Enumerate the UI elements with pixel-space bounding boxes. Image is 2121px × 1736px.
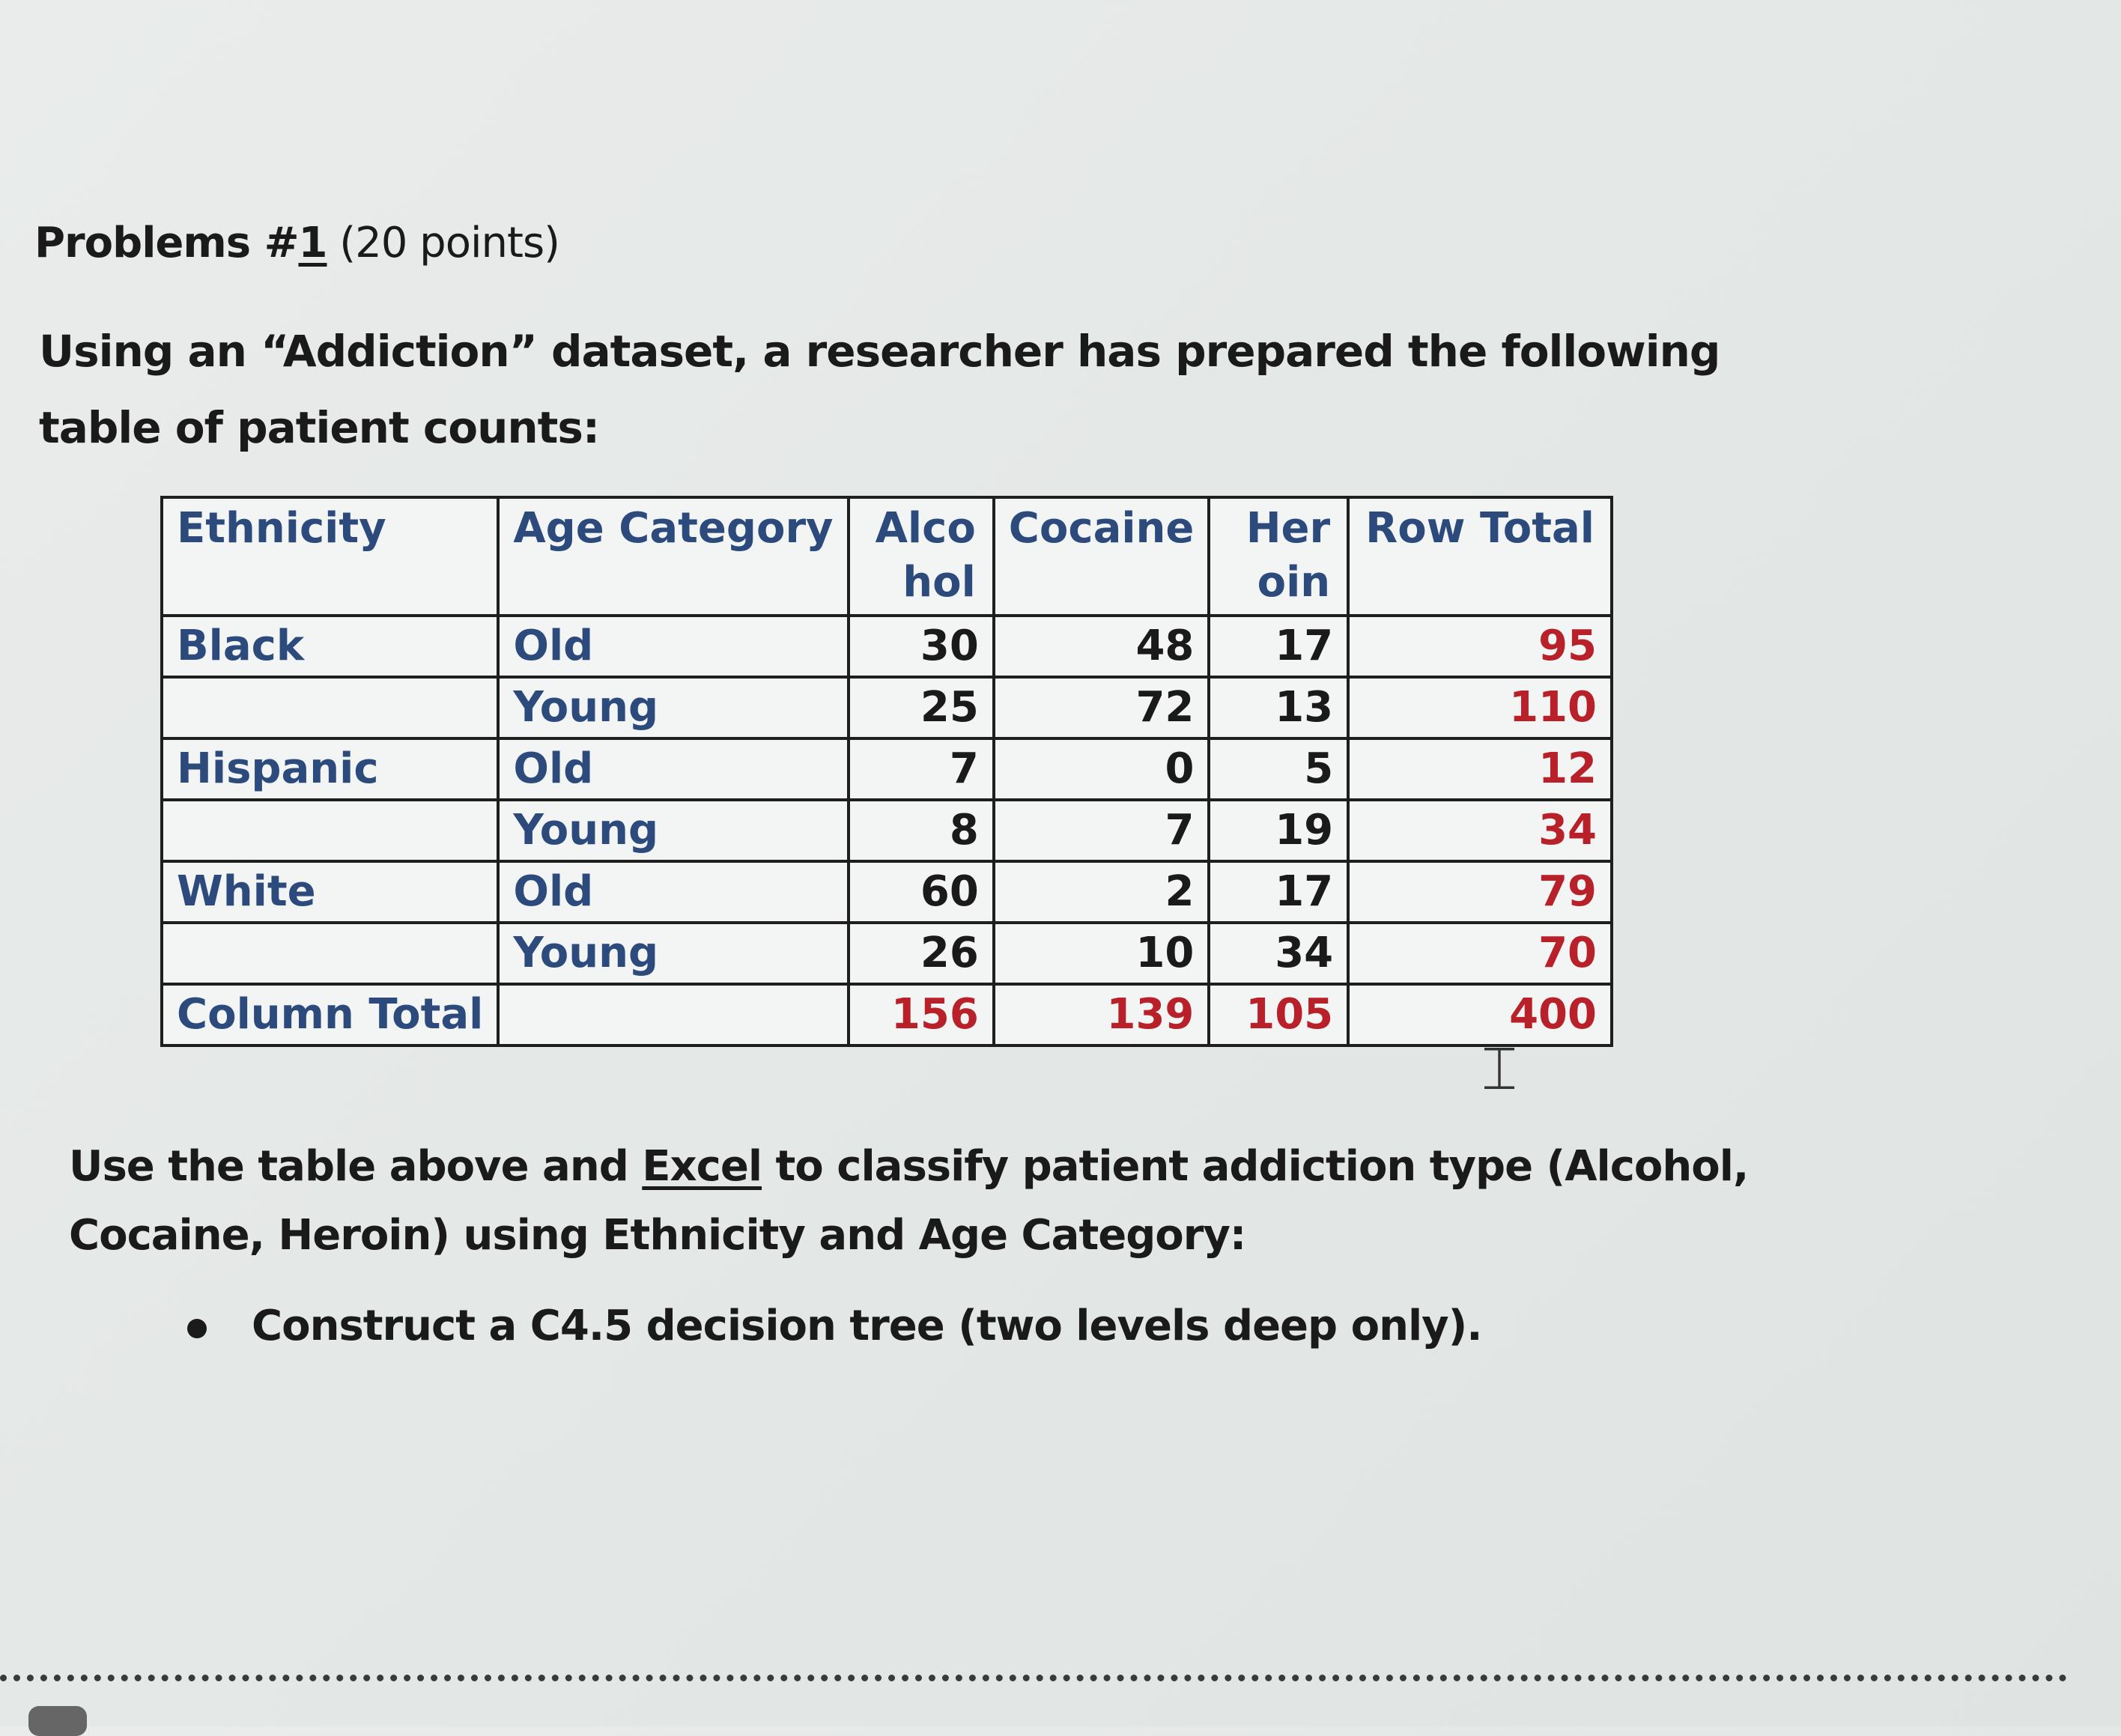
dotted-divider: [0, 1675, 2067, 1681]
table-row: [162, 738, 1612, 800]
column-total-grand: 400: [1348, 984, 1612, 1045]
cell-row-total: 12: [1348, 738, 1612, 800]
cell-alcohol: 7: [849, 738, 994, 800]
column-total-heroin: 105: [1209, 984, 1348, 1045]
cell-alcohol: 8: [849, 800, 994, 861]
cell-age: Old: [498, 616, 848, 677]
intro-text: Using an “Addiction” dataset, a researcher has prepared the following table of patient counts:: [39, 326, 1720, 453]
column-total-label: Column Total: [162, 984, 498, 1045]
header-cocaine: Cocaine: [994, 497, 1210, 616]
cell-age: Young: [498, 800, 848, 861]
table-row: [162, 677, 1612, 738]
column-total-alcohol: 156: [849, 984, 994, 1045]
cell-ethnicity: White: [162, 861, 498, 923]
cell-ethnicity: [162, 677, 498, 738]
cell-alcohol: 26: [849, 923, 994, 984]
cell-alcohol: 25: [849, 677, 994, 738]
cell-cocaine: 10: [994, 923, 1210, 984]
text-cursor-icon: ⌶: [1481, 1034, 1517, 1103]
cell-ethnicity: [162, 923, 498, 984]
patient-counts-table: [160, 496, 1613, 1047]
scroll-handle[interactable]: [28, 1706, 87, 1736]
problem-points: (20 points): [327, 219, 560, 267]
cell-ethnicity: Hispanic: [162, 738, 498, 800]
table-header-row: [162, 497, 1612, 616]
cell-heroin: 13: [1209, 677, 1348, 738]
cell-alcohol: 60: [849, 861, 994, 923]
instruction-part-2: to classify patient addiction type (Alcohol, Cocaine, Heroin) using Ethnicity and Age Category:: [69, 1142, 1749, 1260]
cell-row-total: 70: [1348, 923, 1612, 984]
bullet-item: [187, 1302, 1482, 1350]
cell-cocaine: 0: [994, 738, 1210, 800]
cell-row-total: 79: [1348, 861, 1612, 923]
cell-row-total: 34: [1348, 800, 1612, 861]
instruction-text: [69, 1132, 1941, 1270]
column-total-row: [162, 984, 1612, 1045]
cell-age: Old: [498, 738, 848, 800]
problem-label: Problems #: [34, 219, 299, 267]
cell-cocaine: 2: [994, 861, 1210, 923]
problem-title: [34, 219, 559, 267]
cell-row-total: 110: [1348, 677, 1612, 738]
cell-heroin: 17: [1209, 861, 1348, 923]
problem-number: 1: [298, 219, 327, 267]
column-total-age: [498, 984, 848, 1045]
cell-age: Old: [498, 861, 848, 923]
bullet-text: Construct a C4.5 decision tree (two levels deep only).: [252, 1302, 1482, 1350]
cell-row-total: 95: [1348, 616, 1612, 677]
table-row: [162, 616, 1612, 677]
table-row: [162, 861, 1612, 923]
bullet-dot-icon: [187, 1319, 207, 1338]
cell-cocaine: 72: [994, 677, 1210, 738]
excel-link: Excel: [642, 1142, 762, 1191]
cell-age: Young: [498, 677, 848, 738]
table-row: [162, 923, 1612, 984]
column-total-cocaine: 139: [994, 984, 1210, 1045]
cell-heroin: 17: [1209, 616, 1348, 677]
cell-age: Young: [498, 923, 848, 984]
header-ethnicity: Ethnicity: [162, 497, 498, 616]
cell-heroin: 34: [1209, 923, 1348, 984]
instruction-part-1: Use the table above and: [69, 1142, 643, 1191]
cell-ethnicity: [162, 800, 498, 861]
header-row-total: Row Total: [1348, 497, 1612, 616]
cell-alcohol: 30: [849, 616, 994, 677]
cell-heroin: 5: [1209, 738, 1348, 800]
table-row: [162, 800, 1612, 861]
cell-cocaine: 48: [994, 616, 1210, 677]
cell-cocaine: 7: [994, 800, 1210, 861]
cell-heroin: 19: [1209, 800, 1348, 861]
header-age-category: Age Category: [498, 497, 848, 616]
header-alcohol: Alcohol: [849, 497, 994, 616]
cell-ethnicity: Black: [162, 616, 498, 677]
header-heroin: Heroin: [1209, 497, 1348, 616]
